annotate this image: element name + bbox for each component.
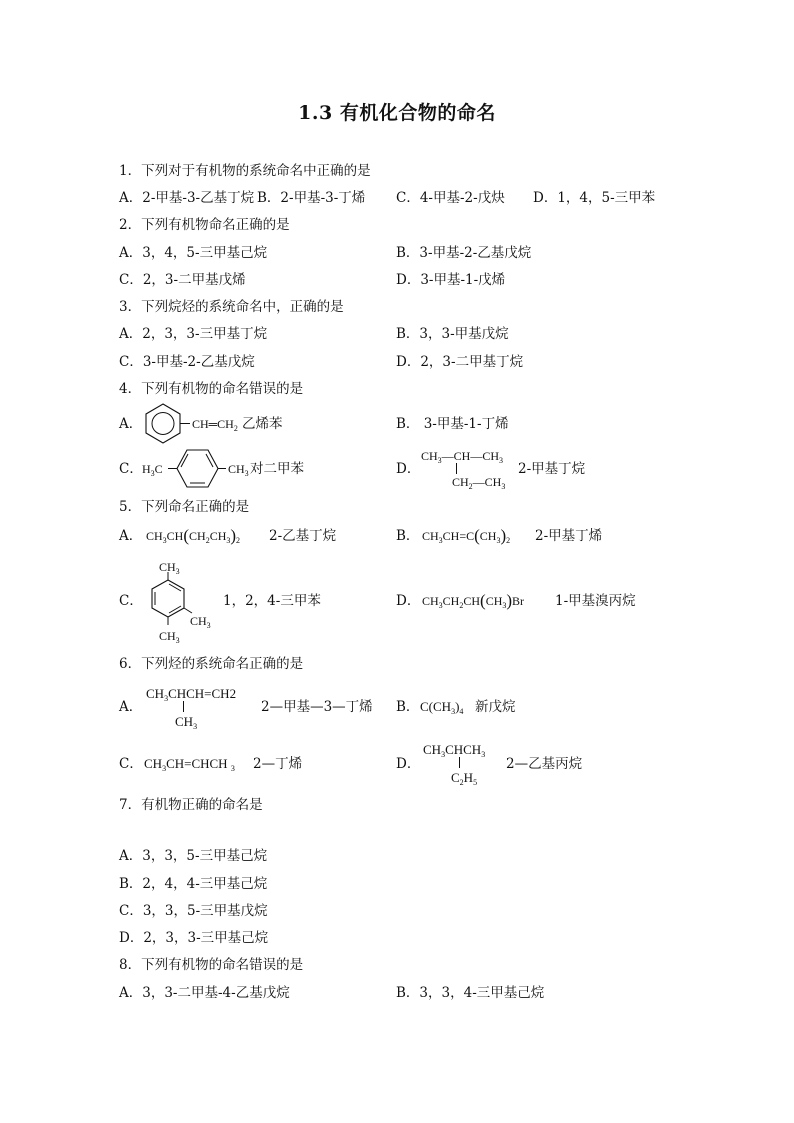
q4-option-d-label: D． [396,461,421,477]
q6-option-b-label: B． [396,699,420,715]
q6-option-c-formula: $CH_3CH=CHCH$ $_3$ [144,756,235,773]
q6-option-d-label: D． [396,756,421,772]
q5-option-c-label: C． [119,593,143,609]
q1-stem: 1．下列对于有机物的系统命名中正确的是 [119,163,371,179]
q5-option-a-name: 2-乙基丁烷 [269,528,337,544]
q1-option-d: D．1，4，5-三甲苯 [533,190,656,206]
q6-option-a-label: A． [119,699,143,715]
para-xylene-ring-diagram [168,446,228,492]
q5-option-d-name: 1-甲基溴丙烷 [555,593,636,609]
q4-option-c-name: 对二甲苯 [250,461,304,477]
q2-option-d: D．3-甲基-1-戊烯 [396,272,506,288]
q5-option-c-top-methyl: $CH_3$ [159,560,180,576]
q6-option-a-name: 2—甲基—3—丁烯 [261,699,373,715]
benzene-ring-diagram [142,402,184,444]
page-title: 1.3 有机化合物的命名 [298,102,496,124]
q1-option-c: C．4-甲基-2-戊炔 [396,190,505,206]
q3-stem: 3．下列烷烃的系统命名中，正确的是 [119,299,344,315]
q8-option-a: A．3，3-二甲基-4-乙基戊烷 [119,985,290,1001]
q6-stem: 6．下列烃的系统命名正确的是 [119,656,304,672]
q4-option-a-label: A． [119,416,143,432]
q6-option-d-branch: $C_2H_5$ [451,770,478,787]
q1-option-a: A．2-甲基-3-乙基丁烷 [119,190,255,206]
q3-option-b: B．3，3-甲基戊烷 [396,326,509,342]
q8-option-b: B．3，3，4-三甲基己烷 [396,985,545,1001]
q4-option-d-bottom-chain: $CH_2—CH_3$ [452,475,506,491]
q5-option-b-name: 2-甲基丁烯 [535,528,603,544]
q5-option-d-formula: $CH_3CH_2CH(CH_3)Br$ [422,591,525,610]
q3-option-c: C．3-甲基-2-乙基戊烷 [119,354,255,370]
q5-option-a-label: A． [119,528,143,544]
q2-option-a: A．3，4，5-三甲基己烷 [119,245,268,261]
q8-stem: 8．下列有机物的命名错误的是 [119,957,304,973]
q6-option-a-main-chain: $CH_3CHCH=CH2$ [146,686,237,703]
q5-option-c-bottom-methyl: $CH_3$ [159,629,180,645]
q5-option-c-right-methyl: $CH_3$ [190,614,211,630]
q6-option-b-name: 新戊烷 [475,699,516,715]
q6-option-c-label: C． [119,756,143,772]
q4-option-a-name: 乙烯苯 [242,416,283,432]
q2-option-b: B．3-甲基-2-乙基戊烷 [396,245,532,261]
q6-option-b-formula: $C(CH_3)_4$ [420,699,464,716]
q4-option-c-left-methyl: $H_3C$ [142,462,163,478]
q4-option-d-top-chain: $CH_3—CH—CH_3$ [421,449,504,465]
q3-option-d: D．2，3-二甲基丁烷 [396,354,524,370]
q1-option-b: B．2-甲基-3-丁烯 [257,190,366,206]
q6-option-a-branch: $CH_3$ [175,714,198,731]
q4-option-c-right-methyl: $CH_3$ [228,462,249,478]
q7-stem: 7．有机物正确的命名是 [119,797,263,813]
q7-option-c: C．3，3，5-三甲基戊烷 [119,903,268,919]
q5-option-d-label: D． [396,593,421,609]
q7-option-b: B．2，4，4-三甲基己烷 [119,876,268,892]
q4-option-a-formula: $CH═CH_2$ [192,417,238,433]
q3-option-a: A．2，3，3-三甲基丁烷 [119,326,268,342]
q4-option-d-name: 2-甲基丁烷 [518,461,586,477]
q6-option-d-main-chain: $CH_3CHCH_3$ [423,742,486,759]
q4-option-b: B． 3-甲基-1-丁烯 [396,416,509,432]
q5-option-c-name: 1，2，4-三甲苯 [223,593,321,609]
q5-stem: 5．下列命名正确的是 [119,499,250,515]
q7-option-a: A．3，3，5-三甲基己烷 [119,848,268,864]
q2-stem: 2．下列有机物命名正确的是 [119,217,290,233]
q5-option-b-label: B． [396,528,420,544]
q2-option-c: C．2，3-二甲基戊烯 [119,272,246,288]
q4-stem: 4．下列有机物的命名错误的是 [119,381,304,397]
q6-option-c-name: 2—丁烯 [253,756,303,772]
q5-option-b-formula: $CH_3CH=C(CH_3)_2$ [422,526,511,545]
q5-option-a-formula: $CH_3CH(CH_2CH_3)_2$ [146,526,241,545]
q7-option-d: D．2，3，3-三甲基己烷 [119,930,269,946]
q4-option-c-label: C． [119,461,143,477]
q6-option-d-name: 2—乙基丙烷 [506,756,583,772]
